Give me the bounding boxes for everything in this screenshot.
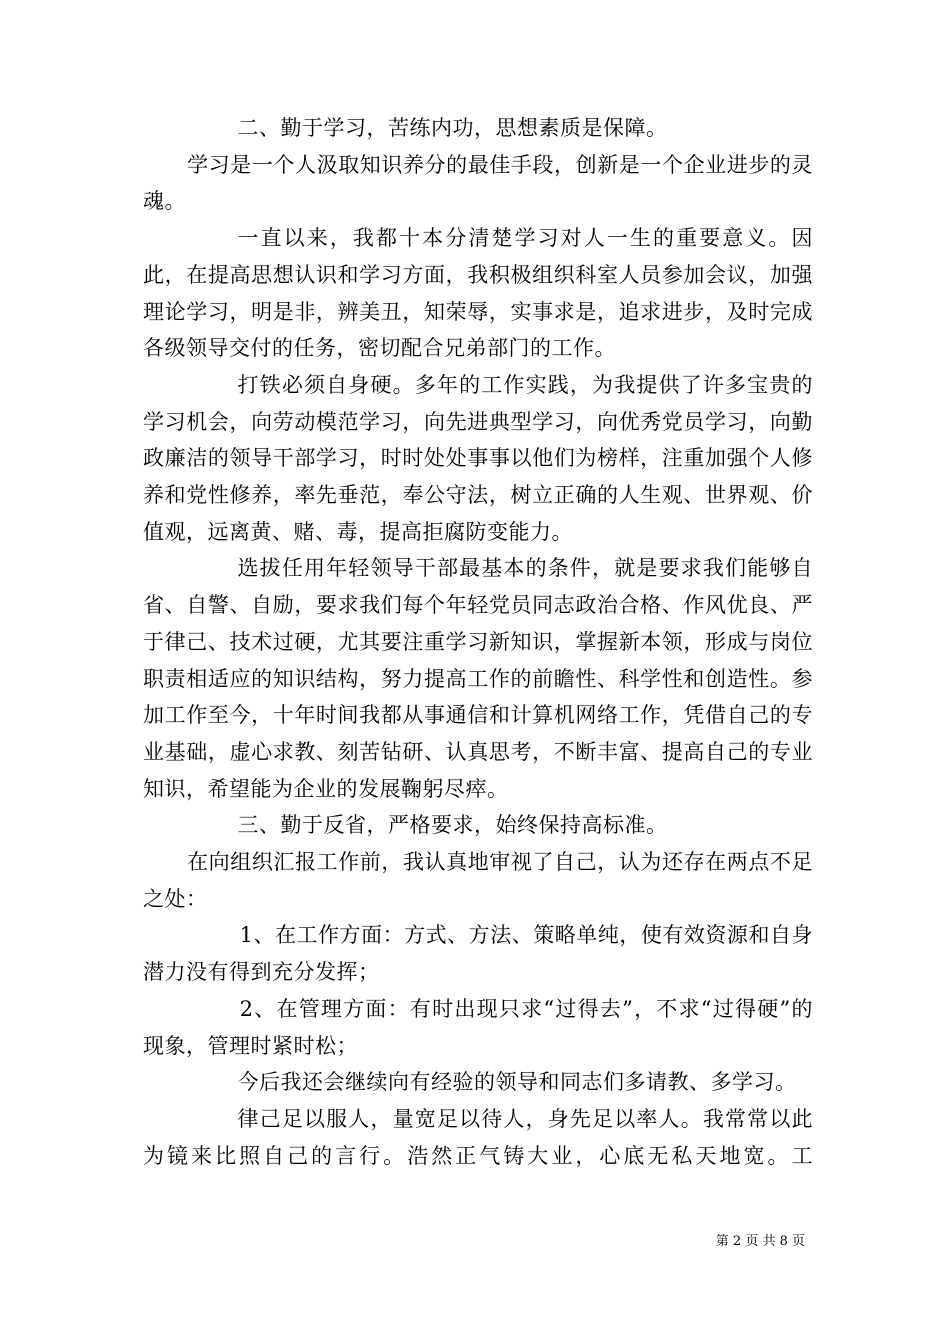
paragraph: 选拔任用年轻领导干部最基本的条件，就是要求我们能够自省、自警、自励，要求我们每个年轻党员同志政治合格、作风优良、严于律己、技术过硬，尤其要注重学习新知识，掌握新本领，形成与岗位职责相适应的知识结构，努力提高工作的前瞻性、科学性和创造性。参加工作至今，十年时间我都从事通信和计算机网络工作，凭借自己的专业基础，虚心求教、刻苦钻研、认真思考，不断丰富、提高自己的专业知识，希望能为企业的发展鞠躬尽瘁。 [143,556,813,801]
section-heading-3: 三、勤于反省，严格要求，始终保持高标准。 [237,813,668,838]
paragraph: 今后我还会继续向有经验的领导和同志们多请教、多学习。 [237,1070,797,1095]
paragraph: 打铁必须自身硬。多年的工作实践，为我提供了许多宝贵的学习机会，向劳动模范学习，向先进典型学习，向优秀党员学习，向勤政廉洁的领导干部学习，时时处处事事以他们为榜样，注重加强个人修养和党性修养，率先垂范，奉公守法，树立正确的人生观、世界观、价值观，远离黄、赌、毒，提高拒腐防变能力。 [143,372,813,544]
paragraph: 学习是一个人汲取知识养分的最佳手段，创新是一个企业进步的灵魂。 [143,152,813,214]
paragraph: 在向组织汇报工作前，我认真地审视了自己，认为还存在两点不足之处： [143,850,813,911]
page-number-footer: 第 2 页 共 8 页 [715,1234,805,1249]
paragraph: 一直以来，我都十本分清楚学习对人一生的重要意义。因此，在提高思想认识和学习方面，我积极组织科室人员参加会议，加强理论学习，明是非，辨美丑，知荣辱，实事求是，追求进步，及时完成各级领导交付的任务，密切配合兄弟部门的工作。 [143,226,813,361]
document-body [143,110,813,1174]
paragraph: 律己足以服人，量宽足以待人，身先足以率人。我常常以此为镜来比照自己的言行。浩然正气铸大业，心底无私天地宽。工 [143,1106,813,1168]
list-item: 1、在工作方面：方式、方法、策略单纯，使有效资源和自身潜力没有得到充分发挥； [143,923,813,985]
list-item: 2、在管理方面：有时出现只求“过得去”，不求“过得硬”的现象，管理时紧时松； [143,996,813,1058]
section-heading-2: 二、勤于学习，苦练内功，思想素质是保障。 [237,116,668,140]
